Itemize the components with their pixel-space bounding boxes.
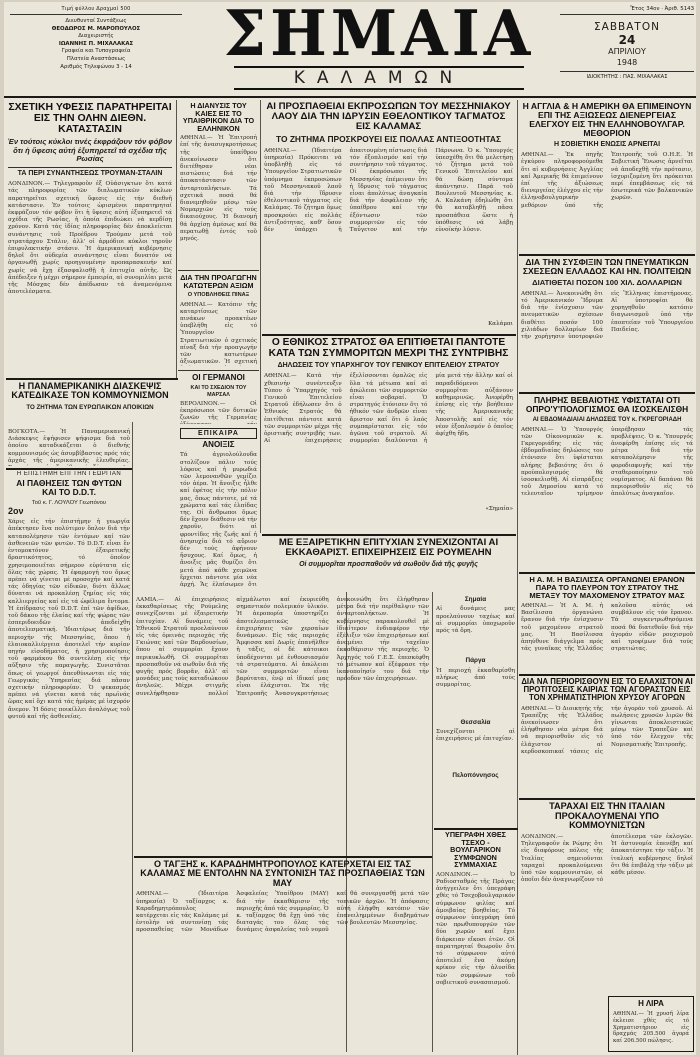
article-roumeli-operations-head	[264, 538, 513, 590]
headline: ΤΑΡΑΧΑΙ ΕΙΣ ΤΗΝ ΙΤΑΛΙΑΝ ΠΡΟΚΑΛΟΥΜΕΝΑΙ ΥΠΟ ΚΟΜΜΟΥΝΙΣΤΩΝ	[549, 802, 665, 831]
article-cultural-relations	[521, 258, 693, 388]
article-panamerican-body	[8, 426, 130, 466]
newspaper-page	[4, 2, 696, 1055]
dateline-label: Θεσσαλία	[460, 718, 491, 726]
article-body: ΑΘΗΝΑΙ.— Ὁ Ὑπουργός τῶν Οἰκονομικῶν κ. Γκρεγοριάδης εἰς τάς ἑβδομαδιαίας δηλώσεις του ἐτόνισεν ὅτι ὑφίσταται πλήρης βεβαιότης ὅτι ὁ προϋπολογισμός θά ἰσοσκελισθῇ. Αἱ εἰσπράξεις τοῦ Δημοσίου κατά τό τελευταῖον τρίμηνον ὑπερέβησαν τάς προβλέψεις. Ὁ κ. Ὑπουργός ἀνεφέρθη ἐπίσης εἰς τά μέτρα διά τήν καταπολέμησιν τῆς φοροδιαφυγῆς καί τήν σταθεροποίησιν τοῦ νομίσματος. Αἱ δαπάναι θά περιορισθοῦν εἰς τό ἀπολύτως ἀναγκαῖον.	[521, 426, 693, 498]
headline: Η ΑΓΓΛΙΑ & Η ΑΜΕΡΙΚΗ ΘΑ ΕΠΙΜΕΙΝΟΥΝ ΕΠΙ ΤΗΣ ΑΞΙΩΣΕΩΣ ΔΙΕΝΕΡΓΕΙΑΣ ΕΛΕΓΧΟΥ ΕΙΣ ΤΗΝ ΕΛΛΗΝΟΒΟΥΛΓΑΡ. ΜΕΘΟΡΙΟΝ	[522, 102, 692, 139]
divider	[262, 334, 516, 336]
headline: ΠΛΗΡΗΣ ΒΕΒΑΙΟΤΗΣ ΥΦΙΣΤΑΤΑΙ ΟΤΙ ΟΠΡΟ'Υ'ΠΟΛΟΓΙΣΜΟΣ ΘΑ ΙΣΟΣΚΕΛΙΣΘΗ	[525, 396, 689, 414]
article-body: ΑΘΗΝΑΙ.— Ἡ Α. Μ. ἡ Βασίλισσα ὀργανώνει ἔρανον διά τήν ἐνίσχυσιν τοῦ μαχομένου στρατοῦ μας. Ἡ Βασίλισσα ἀπηύθυνε διάγγελμα πρός τάς γυναῖκας τῆς Ἑλλάδος καλοῦσα αὐτάς νά συμβάλουν εἰς τόν ἔρανον. Τά συγκεντρωθησόμενα ποσά θά διατεθοῦν διά τήν ἀγοράν εἰδῶν ρουχισμοῦ καί τροφίμων διά τούς στρατιώτας.	[521, 602, 693, 653]
masthead-date-panel	[560, 6, 694, 94]
article-italy-riots	[521, 802, 693, 992]
subhead: ΤΑ ΠΕΡΙ ΣΥΝΑΝΤΗΣΕΩΣ ΤΡΟΥΜΑΝ-ΣΤΑΛΙΝ	[8, 167, 172, 178]
article-ddt-plant-diseases	[8, 471, 130, 1051]
staff-line: Διαχειριστής	[78, 33, 114, 40]
volume-number: Ἔτος 34ον · Ἀριθ. 5143	[560, 6, 694, 15]
article-germans-marshall	[180, 374, 257, 424]
dateline-label: Σημαία	[464, 596, 487, 603]
headline: Η Α. Μ. Η ΒΑΣΙΛΙΣΣΑ ΟΡΓΑΝΩΝΕΙ ΕΡΑΝΟΝ ΠΑΡΑ ΤΟ ΠΛΕΥΡΟΝ ΤΟΥ ΣΤΡΑΤΟΥ ΤΗΣ ΜΕΤΑΞΥ ΤΟΥ ΜΑΧΟΜΕΝΟΥ ΣΤΡΑΤΟΥ ΜΑΣ	[529, 576, 685, 600]
kicker: Η ΕΠΙΣΤΗΜΗ ΕΠΙ ΤΗΝ ΓΕΩΡΓΙΑΝ	[16, 471, 122, 477]
article-body: ΛΑΜΙΑ.— Αἱ ἐπιχειρήσεις ἐκκαθαρίσεως τῆς Ρούμελης συνεχίζονται μέ ἐξαιρετικήν ἐπιτυχίαν. Αἱ δυνάμεις τοῦ Ἐθνικοῦ Στρατοῦ προελαύνουν εἰς τάς ὀρεινάς περιοχάς τῆς Γκιώνας καί τῶν Βαρδουσίων, ὅπου αἱ συμμορίαι ἔχουν περικυκλωθῆ. Οἱ συμμορῖται προσπαθοῦν νά σωθοῦν διά τῆς φυγῆς πρός βορρᾶν, ἀλλ' αἱ μονάδες μας τούς καταδιώκουν ἀνηλεῶς. Μέχρι στιγμῆς συνελήφθησαν πολλοί αἰχμάλωτοι καί ἐκυριεύθη σημαντικόν πολεμικόν ὑλικόν. Ἡ ἀεροπορία ὑποστηρίζει ἀποτελεσματικῶς τάς ἐπιχειρήσεις τῶν χερσαίων δυνάμεων. Εἰς τάς περιοχάς Ἄμφισσα καί Δωρίς ἐπανῆλθεν ἡ τάξις, οἱ δέ κάτοικοι ὑποδέχονται μέ ἐνθουσιασμόν τά στρατεύματα. Αἱ ἀπώλειαι τῶν συμμοριτῶν εἶναι βαρύταται, ἐνῷ αἱ ἰδικαί μας εἶναι ἐλάχισται. Ἐκ τῆς Ἐπιτροπῆς Ἀνασυγκροτήσεως ἀνεκοινώθη ὅτι ἐλήφθησαν μέτρα διά τήν περίθαλψιν τῶν ἀνταρτοπλήκτων. Ἡ κυβέρνησις παρακολουθεῖ μέ ἰδιαίτερον ἐνδιαφέρον τήν ἐξέλιξιν τῶν ἐπιχειρήσεων καί ἀναμένει τήν ταχεῖαν ἐκκαθάρισιν τῆς περιοχῆς. Ὁ Ἀρχηγός τοῦ Γ.Ε.Σ. ἐπεσκέφθη τό μέτωπον καί ἐξέφρασε τήν ἱκανοποίησίν του διά τήν πρόοδον τῶν ἐπιχειρήσεων.	[136, 597, 429, 697]
byline: Τοῦ κ. Γ. ΛΟΥΛΟΥ Γεωπόνου	[31, 499, 107, 506]
subhead: Η ΣΟΒΙΕΤΙΚΗ ΕΝΩΣΙΣ ΑΡΝΕΙΤΑΙ	[553, 141, 661, 149]
day-number: 24	[618, 33, 636, 47]
article-body: ΑΘΗΝΑΙ.— Κατόπιν τῆς καταρτίσεως τῶν πινάκων προακτέων ὑπεβλήθη εἰς τό Ὑπουργεῖον Στρατιωτικῶν ὁ σχετικός πίναξ διά τήν προαγωγήν τῶν κατωτέρων ἀξιωματικῶν. Ἡ σχετική	[180, 301, 257, 366]
title-sub: ΚΑΛΑΜΩΝ	[234, 66, 524, 90]
article-budget-balance	[521, 396, 693, 568]
staff-line: ΘΕΟΔΩΡΟΣ Μ. ΜΑΡΟΠΟΥΛΟΣ	[51, 25, 141, 32]
article-body: ΛΟΝΔΙΝΟΝ.— Ὁ Ραδιοσταθμός τῆς Πράγας ἀνήγγειλεν ὅτι ὑπεγράφη χθές τό Τσεχοβουλγαρικόν σύμφωνον φιλίας καί ἀμοιβαίας βοηθείας. Τό σύμφωνον ὑπεγράφη ὑπό τῶν πρωθυπουργῶν τῶν δύο χωρῶν καί ἔχει διάρκειαν εἴκοσι ἐτῶν. Οἱ παρατηρηταί θεωροῦν ὅτι τό σύμφωνον αὐτό ἀποτελεῖ ἕνα ἀκόμη κρίκον εἰς τήν ἁλυσίδα τῶν συμφώνων τοῦ σοβιετικοῦ συνασπισμοῦ.	[436, 871, 515, 986]
article-body: ΛΟΝΔΙΝΟΝ.— Τηλεγραφοῦν ἐξ Οὐάσιγκτων ὅτι κατά τάς πληροφορίας τῶν διπλωματικῶν κύκλων παρατηρεῖται σχετική ὕφεσις εἰς τήν διεθνῆ κατάστασιν. Ἐν τούτοις ὡρισμένοι παρατηρηταί ἐκφράζουν τόν φόβον ὅτι ἡ ὕφεσις αὐτή ἐξυπηρετεῖ τά σχέδια τῆς Ρωσίας, ἡ ὁποία ἐπιδιώκει νά κερδίσῃ χρόνον. Κατά τάς ἰδίας πληροφορίας δέν ἀποκλείεται συνάντησις τοῦ Προέδρου Τρούμαν μετά τοῦ στρατάρχου Στάλιν, ἀλλ' οἱ ἁρμόδιοι κύκλοι τηροῦν ἐπιφυλακτικήν στάσιν. Ἡ ἀμερικανική κυβέρνησις δηλοῖ ὅτι οὐδεμία συνάντησις εἶναι δυνατόν νά ὀργανωθῇ χωρίς προηγουμένην προπαρασκευήν καί χωρίς νά ἔχῃ ἐξασφαλισθῇ ἡ ἐπιτυχία αὐτῆς. Ὡς ἀπέδειξεν ἡ μέχρι σήμερον ἐμπειρία, αἱ συνομιλίαι μετά τῆς Μόσχας δέν ἀπέδωσαν τά ἀναμενόμενα ἀποτελέσματα.	[8, 181, 172, 296]
article-body: ΒΟΓΚΟΤΑ.— Ἡ Παναμερικανική Διάσκεψις ἐψήφισεν ψήφισμα διά τοῦ ὁποίου καταδικάζεται ὁ διεθνής κομμουνισμός ὡς ἀσυμβίβαστος πρός τάς ἀρχάς τῆς ἀμερικανικῆς ἐλευθερίας.	[8, 429, 130, 464]
article-karadimitropoulos	[136, 860, 429, 1052]
subhead: Οἱ συμμορῖται προσπαθοῦν νά σωθοῦν διά τῆς φυγῆς	[299, 561, 478, 569]
subhead: ΔΗΛΩΣΕΙΣ ΤΟΥ ΥΠΑΡΧΗΓΟΥ ΤΟΥ ΓΕΝΙΚΟΥ ΕΠΙΤΕΛΕΙΟΥ ΣΤΡΑΤΟΥ	[277, 362, 500, 370]
divider	[519, 392, 695, 394]
subhead: Ο ΥΠΟΒΛΗΘΕΙΣ ΠΙΝΑΞ	[187, 292, 250, 299]
divider	[519, 572, 695, 574]
headline: Ο ΕΘΝΙΚΟΣ ΣΤΡΑΤΟΣ ΘΑ ΕΠΙΤΙΘΕΤΑΙ ΠΑΝΤΟΤΕ ΚΑΤΑ ΤΩΝ ΣΥΜΜΟΡΙΤΩΝ ΜΕΧΡΙ ΤΗΣ ΣΥΝΤΡΙΒΗΣ	[268, 338, 509, 359]
article-queen-fundraiser	[521, 576, 693, 670]
signature: Καλάμαι	[488, 320, 513, 327]
column-rule	[176, 100, 177, 378]
article-rural-relief	[180, 102, 257, 262]
article-volunteer-battalion	[264, 102, 513, 330]
article-body: ΑΘΗΝΑΙ.— Ἐκ πηγῆς ἐγκύρου πληροφορούμεθα ὅτι αἱ κυβερνήσεις Ἀγγλίας καί Ἀμερικῆς θά ἐπιμείνουν ἐπί τῆς ἀξιώσεως διενεργείας ἐλέγχου εἰς τήν ἑλληνοβουλγαρικήν μεθόριον ὑπό τῆς Ἐπιτροπῆς τοῦ Ο.Η.Ε. Ἡ Σοβιετική Ἕνωσις ἀρνεῖται νά ἀποδεχθῇ τήν πρότασιν, ἰσχυριζομένη ὅτι πρόκειται περί ἐπεμβάσεως εἰς τά ἐσωτερικά τῶν βαλκανικῶν χωρῶν.	[521, 152, 693, 209]
article-roumeli-datelines: Σημαία Αἱ δυνάμεις μας προελαύνουν ταχέως καί αἱ συμμορίαι ὑποχωροῦν πρός τά ὄρη. Πάργα Ἡ περιοχή ἐκκαθαρίσθη πλήρως ἀπό τούς συμμορίτας. Θεσσαλία Συνεχίζονται αἱ ἐπιχειρήσεις μέ ἐπιτυχίαν. Πελοπόννησος	[436, 596, 515, 780]
staff-line: Πλατεία Αναστάσεως	[66, 55, 126, 62]
headline: Η ΠΑΝΑΜΕΡΙΚΑΝΙΚΗ ΔΙΑΣΚΕΨΙΣ ΚΑΤΕΔΙΚΑΣΕ ΤΟΝ ΚΟΜΜΟΥΝΙΣΜΟΝ	[11, 382, 169, 401]
owner-line: ΙΔΙΟΚΤΗΤΗΣ : ΠΑΣ. ΜΙΧΑΛΑΚΑΣ	[560, 71, 694, 80]
article-roumeli-operations-body	[136, 594, 429, 852]
newspaper-title	[204, 2, 554, 96]
column-rule	[260, 100, 261, 533]
headline: ΔΙΑ ΤΗΝ ΣΥΣΦΙΞΙΝ ΤΩΝ ΠΝΕΥΜΑΤΙΚΩΝ ΣΧΕΣΕΩΝ ΕΛΛΑΔΟΣ ΚΑΙ ΗΝ. ΠΟΛΙΤΕΙΩΝ	[522, 258, 692, 277]
headline: ΔΙΑ ΤΗΝ ΠΡΟΑΓΩΓΗΝ ΚΑΤΩΤΕΡΩΝ ΑΞΙΩΜ	[180, 274, 257, 290]
signature: «Σημαία»	[485, 506, 513, 513]
subhead: ΤΟ ΖΗΤΗΜΑ ΤΩΝ ΕΥΡΩΠΑΙΚΩΝ ΑΠΟΙΚΙΩΝ	[26, 403, 154, 411]
masthead-left-panel	[10, 6, 182, 94]
headline: ΣΧΕΤΙΚΗ ΥΦΕΣΙΣ ΠΑΡΑΤΗΡΕΙΤΑΙ ΕΙΣ ΤΗΝ ΟΛΗΝ ΔΙΕΘΝ. ΚΑΤΑΣΤΑΣΙΝ	[8, 102, 172, 136]
subhead: ΚΑΙ ΤΟ ΣΧΕΔΙΟΝ ΤΟΥ ΜΑΡΣΑΛ	[190, 385, 247, 398]
day-name: ΣΑΒΒΑΤΟΝ	[594, 21, 660, 33]
dateline-label: Πάργα	[465, 657, 486, 665]
headline: ΑΝΟΙΞΙΣ	[202, 440, 235, 449]
column-rule	[517, 100, 518, 1055]
article-officer-promotion	[180, 274, 257, 366]
divider	[519, 254, 695, 256]
article-body: ΑΘΗΝΑΙ.— Κατά τήν χθεσινήν συνέντευξιν Τύπου ὁ Ὑπαρχηγός τοῦ Γενικοῦ Ἐπιτελείου Στρατοῦ ἐδήλωσεν ὅτι ὁ Ἐθνικός Στρατός θά ἐπιτίθεται πάντοτε κατά τῶν συμμοριτῶν μέχρι τῆς ὁριστικῆς συντριβῆς των. Αἱ ἐπιχειρήσεις ἐξελίσσονται ὁμαλῶς εἰς ὅλα τά μέτωπα καί αἱ ἀπώλειαι τῶν συμμοριτῶν εἶναι σοβαραί. Ὁ στρατηγός ἐτόνισεν ὅτι τό ἠθικόν τῶν ἀνδρῶν εἶναι ἄριστον καί ὅτι ὁ λαός συμπαρίσταται εἰς τόν ἀγῶνα τοῦ στρατοῦ. Αἱ συμμορίαι διαλύονται ἡ μία μετά τήν ἄλλην καί οἱ παραδιδόμενοι συμμορῖται αὐξάνουν καθημερινῶς. Ἀνεφέρθη ἐπίσης εἰς τήν βοήθειαν τῆς Ἀμερικανικῆς Ἀποστολῆς καί εἰς τόν νέον ἐξοπλισμόν ὁ ὁποῖος ἀφίχθη ἤδη.	[264, 373, 513, 445]
article-body: ΑΘΗΝΑΙ.— (Ἰδιαιτέρα ὑπηρεσία) Ὁ ταξίαρχος κ. Καραδημητρόπουλος κατέρχεται εἰς τάς Καλάμας μέ ἐντολήν νά συντονίσῃ τάς προσπαθείας τῶν Μονάδων Ἀσφαλείας Ὑπαίθρου (ΜΑΥ) διά τήν ἐκκαθάρισιν τῆς περιοχῆς ἀπό τάς συμμορίας. Ὁ κ. ταξίαρχος θά ἔχῃ ὑπό τάς διαταγάς του ὅλας τάς δυνάμεις ἀσφαλείας τοῦ νομοῦ καί θά συνεργασθῇ μετά τῶν τοπικῶν ἀρχῶν. Ἡ ἀπόφασις αὐτή ἐλήφθη κατόπιν τῶν ἐπανειλημμένων διαβημάτων τῶν βουλευτῶν Μεσσηνίας.	[136, 891, 429, 934]
headline: Ο ΤΑΓΞΗΣ κ. ΚΑΡΑΔΗΜΗΤΡΟΠΟΥΛΟΣ ΚΑΤΕΡΧΕΤΑΙ ΕΙΣ ΤΑΣ ΚΑΛΑΜΑΣ ΜΕ ΕΝΤΟΛΗΝ ΝΑ ΣΥΝΤΟΝΙΣΗ ΤΑΣ ΠΡΟΣΠΑΘΕΙΑΣ ΤΩΝ ΜΑΥ	[140, 860, 425, 888]
column-rule	[132, 422, 133, 1052]
column-eyebrow: ΕΠΙΚΑΙΡΑ	[180, 428, 257, 439]
article-body: ΑΘΗΝΑΙ.— Ἡ χρυσῆ λίρα ἐκλεισε χθές εἰς τό Χρηματιστήριον εἰς δραχμάς 205.500 ἀγορά καί 206.500 πώλησις.	[613, 1011, 689, 1044]
subhead: ΔΙΑΤΙΘΕΤΑΙ ΠΟΣΟΝ 100 ΧΙΛ. ΔΟΛΛΑΡΙΩΝ	[532, 278, 682, 288]
divider	[519, 798, 695, 800]
headline: ΔΙΑ ΝΑ ΠΕΡΙΟΡΙΣΘΟΥΝ ΕΙΣ ΤΟ ΕΛΑΧΙΣΤΟΝ ΑΙ ΠΡΟΤΙΤΟΣΕΙΣ ΚΑΙΡΙΑΣ ΤΩΝ ΑΓΟΡΑΣΤΩΝ ΕΙΣ ΤΟΝ ΧΡΗΜΑΤΙΣΤΗΡΙΟΝ ΧΡΥΣΟΥ ΑΓΟΡΩΝ	[521, 678, 693, 703]
headline: ΟΙ ΓΕΡΜΑΝΟΙ	[192, 374, 245, 382]
article-gold-sovereign-price	[608, 996, 694, 1052]
issue-price: Τιμή φύλλου Δραχμαί 500	[10, 6, 182, 15]
month: ΑΠΡΙΛΙΟΥ	[608, 47, 646, 56]
article-body: Χάρις εἰς τήν ἐπιστήμην ἡ γεωργία ἀπέκτησεν ἕνα πολύτιμον ὅπλον διά τήν καταπολέμησιν τῶν ἐντόμων καί τῶν ἀσθενειῶν τῶν φυτῶν. Τό D.D.T. εἶναι ἕν ἐντομοκτόνον ἐξαιρετικῆς δραστικότητος, τό ὁποῖον χρησιμοποιεῖται σήμερον εὐρύτατα εἰς ὅλας τάς χώρας. Ἡ ἐφαρμογή του ὅμως πρέπει νά γίνεται μέ προσοχήν καί κατά τάς ὁδηγίας τῶν εἰδικῶν, διότι ἄλλως δύναται νά προκαλέσῃ ζημίας εἰς τάς καλλιεργείας καί εἰς τά ὠφέλιμα ἔντομα. Ἡ ἐπίδρασις τοῦ D.D.T. ἐπί τῶν ἀφίδων, τοῦ δάκου τῆς ἐλαίας καί τῆς ψώρας τῶν ἐσπεριδοειδῶν ἀπεδείχθη ἀποτελεσματική. Ἰδιαιτέρως διά τήν περιοχήν τῆς Μεσσηνίας, ὅπου ἡ ἐλαιοκαλλιέργεια ἀποτελεῖ τήν κυρίαν πηγήν εἰσοδήματος, ἡ χρησιμοποίησις τοῦ φαρμάκου θά συντελέσῃ εἰς τήν αὔξησιν τῆς παραγωγῆς. Συνιστᾶται ὅπως οἱ γεωργοί ἀπευθύνωνται εἰς τάς Γεωργικάς Ὑπηρεσίας διά πᾶσαν σχετικήν πληροφορίαν. Ὁ ψεκασμός πρέπει νά γίνεται κατά τάς πρωϊνάς ὥρας καί ὄχι κατά τάς ἡμέρας μέ ἰσχυρόν ἄνεμον. Ἡ δόσις ποικίλλει ἀναλόγως τοῦ φυτοῦ καί τῆς ἀσθενείας.	[8, 519, 130, 720]
article-body: ΑΘΗΝΑΙ.— (Ἰδιαιτέρα ὑπηρεσία) Πρόκειται νά ὑποβληθῇ εἰς τό Ὑπουργεῖον Στρατιωτικῶν ὑπόμνημα ἐκπροσώπων τοῦ Μεσσηνιακοῦ λαοῦ διά τήν ἵδρυσιν ἐθελοντικοῦ τάγματος εἰς Καλάμας. Τό ζήτημα ὅμως προσκρούει εἰς πολλάς ἀντιξοότητας, καθ' ὅσον δέν ὑπάρχει ἡ ἀπαιτουμένη πίστωσις διά τόν ἐξοπλισμόν καί τήν συντήρησιν τοῦ τάγματος. Οἱ ἐκπρόσωποι τῆς Μεσσηνίας ἐπέμειναν ὅτι ἡ ἵδρυσις τοῦ τάγματος εἶναι ἀπολύτως ἀναγκαία διά τήν ἀσφάλειαν τῆς ὑπαίθρου καί τήν ἐξόντωσιν τῶν συμμοριτῶν εἰς τόν Ταΰγετον καί τήν Πάρνωνα. Ὁ κ. Ὑπουργός ὑπεσχέθη ὅτι θά μελετήσῃ τό ζήτημα μετά τοῦ Γενικοῦ Ἐπιτελείου καί θά δώσῃ σύντομα ἀπάντησιν. Παρά τοῦ Βουλευτοῦ Μεσσηνίας κ. Α. Καλκάνη ἐδηλώθη ὅτι θά καταβληθῇ πᾶσα προσπάθεια ὥστε ἡ ὑπόθεσις νά λάβῃ εὐνοϊκήν λύσιν.	[264, 147, 513, 234]
divider	[6, 378, 178, 380]
article-international-situation	[8, 102, 172, 374]
article-czech-bulgarian-pact	[436, 831, 515, 1053]
article-body: ΑΘΗΝΑΙ.— Ὁ Διοικητής τῆς Τραπέζης τῆς Ἑλλάδος ἀνεκοίνωσεν ὅτι ἐλήφθησαν νέα μέτρα διά νά περιορισθοῦν εἰς τό ἐλάχιστον αἱ κερδοσκοπικαί τάσεις εἰς τήν ἀγοράν τοῦ χρυσοῦ. Αἱ πωλήσεις χρυσῶν λιρῶν θά γίνωνται ἀποκλειστικῶς μέσῳ τῶν Τραπεζῶν καί ὑπό τόν ἔλεγχον τῆς Νομισματικῆς Ἐπιτροπῆς.	[521, 705, 693, 755]
staff-line: ΙΩΑΝΝΗΣ Π. ΜΙΧΑΛΑΚΑΣ	[58, 40, 134, 47]
headline: ΑΙ ΠΡΟΣΠΑΘΕΙΑΙ ΕΚΠΡΟΣΩΠΩΝ ΤΟΥ ΜΕΣΣΗΝΙΑΚΟΥ ΛΑΟΥ ΔΙΑ ΤΗΝ ΙΔΡΥΣΙΝ ΕΘΕΛΟΝΤΙΚΟΥ ΤΑΓΜΑΤΟΣ ΕΙΣ ΚΑΛΑΜΑΣ	[266, 102, 511, 133]
divider	[434, 828, 518, 830]
article-gold-market	[521, 678, 693, 794]
staff-line: Γραφεία και Τυπογραφεία	[61, 48, 131, 55]
headline: ΜΕ ΕΞΑΙΡΕΤΙΚΗΝ ΕΠΙΤΥΧΙΑΝ ΣΥΝΕΧΙΖΟΝΤΑΙ ΑΙ ΕΚΚΑΘΑΡΙΣΤ. ΕΠΙΧΕΙΡΗΣΕΙΣ ΕΙΣ ΡΟΥΜΕΛΗΝ	[278, 538, 499, 559]
article-national-army	[264, 338, 513, 532]
divider	[6, 468, 132, 470]
headline: ΥΠΕΓΡΑΦΗ ΧΘΕΣ ΤΣΕΧΟ - ΒΟΥΛΓΑΡΙΚΟΝ ΣΥΜΦΩΝΟΝ ΣΥΜΜΑΧΙΑΣ	[445, 831, 506, 870]
article-body: Τά ἀγριολούλουδα στολίζουν πάλιν τούς λόφους καί ἡ μυρωδιά τῶν λεμονανθῶν γεμίζει τόν ἀέρα. Ἡ ἄνοιξις ἦλθε καί ἐφέτος εἰς τήν πόλιν μας, ὅπως πάντοτε, μέ τά χρώματα καί τάς ἐλπίδας της. Οἱ ἄνθρωποι ὅμως δέν ἔχουν διάθεσιν νά τήν χαροῦν, διότι αἱ φροντίδες τῆς ζωῆς καί ἡ ἀνησυχία διά τό αὔριον δέν τούς ἀφήνουν ἥσυχους. Καί ὅμως, ἡ ἄνοιξις μᾶς θυμίζει ὅτι μετά ἀπό κάθε χειμῶνα ἔρχεται πάντοτε μία νέα ἀρχή. Ἄς ἐλπίσωμεν ὅτι	[180, 452, 257, 588]
article-body: ΛΟΝΔΙΝΟΝ.— Τηλεγραφοῦν ἐκ Ρώμης ὅτι εἰς διαφόρους πόλεις τῆς Ἰταλίας σημειοῦνται ταραχαί προκαλούμεναι ὑπό τῶν κομμουνιστῶν, οἱ ὁποῖοι δέν ἀναγνωρίζουν τό ἀποτέλεσμα τῶν ἐκλογῶν. Ἡ ἀστυνομία ἐπενέβη καί ἀποκατέστησε τήν τάξιν. Ἡ ἰταλική κυβέρνησις δηλοῖ ὅτι θά ἐπιβάλῃ τήν τάξιν μέ κάθε μέσον.	[521, 833, 693, 884]
staff-line: Διευθυνταί Συντάξεως	[65, 18, 127, 24]
divider	[519, 674, 695, 676]
article-body: ΑΘΗΝΑΙ.— Ἡ Ἐπιτροπή ἐπί τῆς ἀνασυγκροτήσεως τῆς ὑπαίθρου ἀνεκοίνωσεν ὅτι διετέθησαν νέαι πιστώσεις διά τήν ἀποκατάστασιν τῶν ἀνταρτοπλήκτων. Τά σχετικά ποσά θά διανεμηθοῦν μέσῳ τῶν Νομαρχιῶν εἰς τούς δικαιούχους. Ἡ διανομή θά ἀρχίσῃ ἀμέσως καί θά περατωθῇ ἐντός τοῦ μηνός.	[180, 135, 257, 243]
masthead	[4, 2, 696, 98]
staff-line: Αριθμός Τηλεφώνου 3 - 14	[60, 63, 132, 70]
section-label-list	[350, 594, 430, 624]
subhead: ΤΟ ΖΗΤΗΜΑ ΠΡΟΣΚΡΟΥΕΙ ΕΙΣ ΠΟΛΛΑΣ ΑΝΤΙΞΟΟΤΗΤΑΣ	[276, 134, 501, 145]
year: 1948	[616, 58, 638, 67]
article-border-control	[521, 102, 693, 252]
staff-list	[10, 18, 182, 71]
headline: Η ΔΙΑΝΥΣΙΣ ΤΟΥ ΚΑΙΕΣ ΕΙΣ ΤΟ ΥΠΑΙΘΡΙΚΟΝ ΔΙΑ ΤΟ ΕΛΛΗΝΙΚΟΝ	[182, 102, 255, 133]
headline: ΑΙ ΠΑΘΗΣΕΙΣ ΤΩΝ ΦΥΤΩΝ ΚΑΙ ΤΟ D.D.T.	[16, 478, 122, 497]
deck: Ἐν τούτοις κύκλοι τινές ἐκφράζουν τόν φόβον ὅτι ἡ ὕφεσις αὐτή ἐξυπηρετεῖ τά σχέδια τῆς Ρωσίας	[8, 137, 172, 164]
divider	[262, 534, 516, 536]
title-main: ΣΗΜΑΙΑ	[223, 2, 535, 71]
dateline-label: Πελοπόννησος	[452, 772, 499, 780]
part-number: 2ον	[8, 506, 24, 517]
divider	[178, 370, 259, 371]
article-body: ΒΕΡΟΛΙΝΟΝ.— Οἱ ἐκπρόσωποι τῶν δυτικῶν ζωνῶν τῆς Γερμανίας	[180, 400, 257, 422]
article-spring-column	[180, 428, 257, 588]
headline: Η ΛΙΡΑ	[638, 999, 664, 1008]
divider	[178, 270, 259, 271]
column-rule	[432, 592, 433, 1052]
article-body: ΑΘΗΝΑΙ.— Ἀνεκοινώθη ὅτι τό Ἀμερικανικόν Ἵδρυμα διά τήν ἐνίσχυσιν τῶν πνευματικῶν σχέσεων διαθέτει ποσόν 100 χιλιάδων δολλαρίων διά τήν χορήγησιν ὑποτροφιῶν εἰς Ἕλληνας ἐπιστήμονας. Αἱ ὑποτροφίαι θά χορηγηθοῦν κατόπιν διαγωνισμοῦ ὑπό τήν ἐποπτείαν τοῦ Ὑπουργείου Παιδείας.	[521, 290, 693, 340]
subhead: ΑΙ ΕΒΔΟΜΑΔΙΑΙΑΙ ΔΗΛΩΣΕΙΣ ΤΟΥ κ. ΓΚΡΕΓΟΡΙΑΔΗ	[532, 416, 682, 423]
divider	[134, 856, 432, 858]
